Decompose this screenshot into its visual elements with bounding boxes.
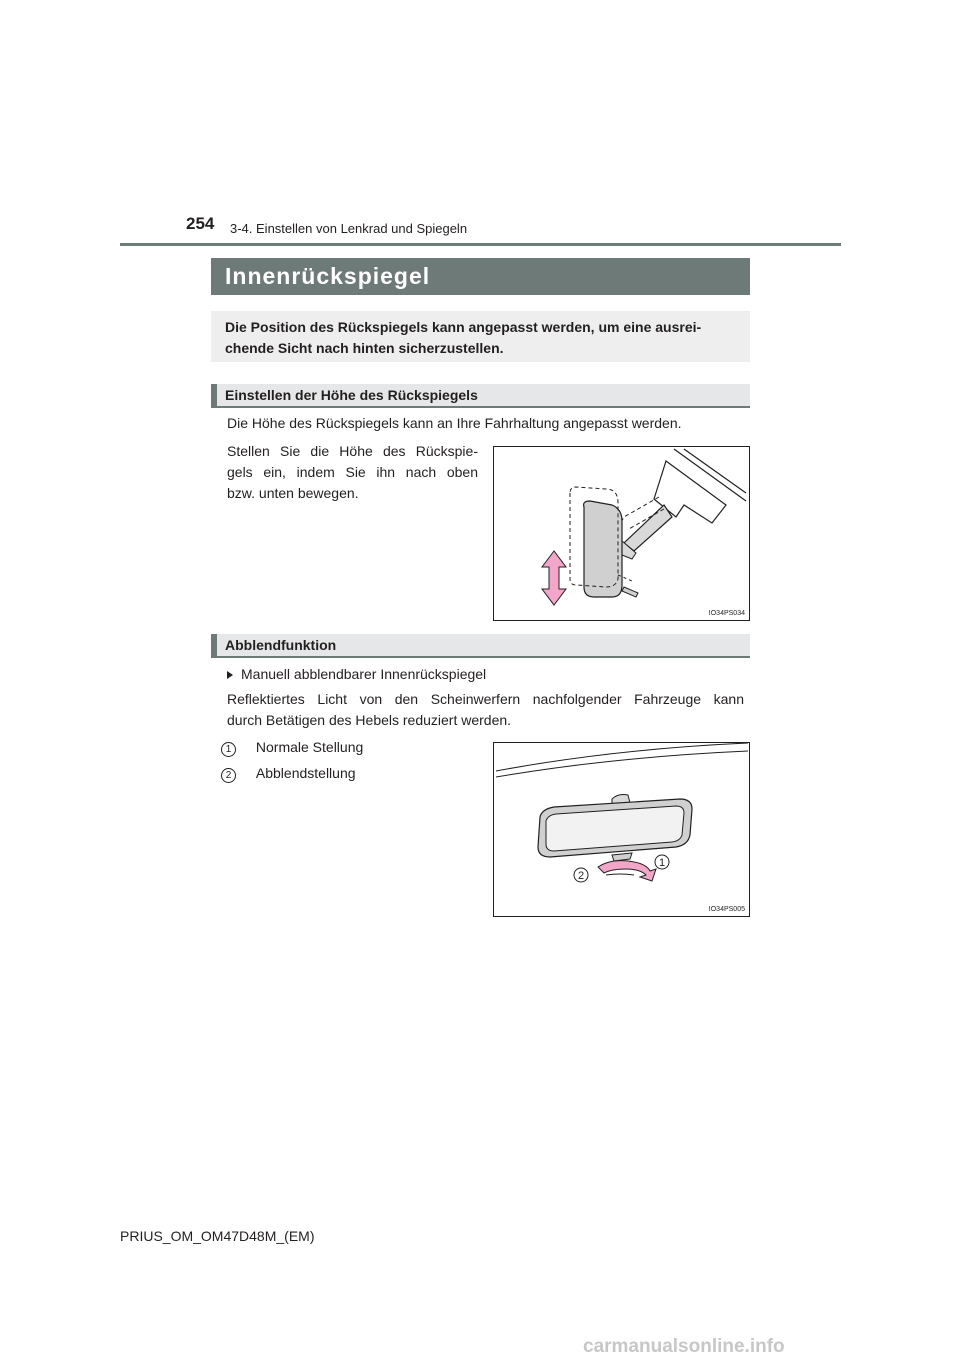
triangle-bullet-icon <box>227 671 233 679</box>
intro-box <box>211 311 750 362</box>
mirror-dimming-illustration <box>494 743 751 918</box>
section2-paragraph <box>227 689 744 731</box>
mirror-lever <box>622 587 638 597</box>
legend-label: Abblendstellung <box>255 765 356 781</box>
running-header: 3-4. Einstellen von Lenkrad und Spiegeln <box>230 221 468 236</box>
figure-mirror-height <box>493 446 750 621</box>
watermark: carmanualsonline.info <box>583 1336 785 1357</box>
section1-side-text <box>227 441 478 504</box>
legend-item-2 <box>221 763 356 784</box>
bullet-text: Manuell abblendbarer Innenrückspiegel <box>241 666 487 682</box>
legend-item-1 <box>221 737 363 758</box>
header-rule <box>120 243 841 246</box>
page-title: Innenrückspiegel <box>211 258 750 295</box>
callout-2: 2 <box>577 870 585 882</box>
side-text-line-3: bzw. unten bewegen. <box>227 485 359 501</box>
figure-mirror-dimming <box>493 742 750 917</box>
side-text-line-1: Stellen Sie die Höhe des Rückspie- <box>227 443 478 459</box>
number-badge: 1 <box>221 742 236 757</box>
mirror-height-illustration <box>494 447 751 622</box>
figure-code: IO34PS034 <box>708 610 745 617</box>
figure-code: IO34PS005 <box>708 906 745 913</box>
paragraph-line-1: Reflektiertes Licht von den Scheinwerfern nachfolgender Fahrzeuge kann <box>227 691 744 707</box>
roof-line <box>496 743 748 771</box>
bullet-item <box>227 664 486 685</box>
mirror-lever <box>612 853 632 861</box>
section-heading-dimming: Abblendfunktion <box>211 634 750 658</box>
callout-1: 1 <box>658 857 666 869</box>
footer-document-code: PRIUS_OM_OM47D48M_(EM) <box>120 1228 315 1244</box>
number-badge: 2 <box>221 768 236 783</box>
mirror-body <box>584 501 622 597</box>
lever-arrow-icon <box>598 861 656 881</box>
intro-line-2: chende Sicht nach hinten sicherzustellen. <box>225 340 504 356</box>
section1-paragraph: Die Höhe des Rückspiegels kann an Ihre Fahrhaltung angepasst werden. <box>227 415 682 431</box>
section-heading-height: Einstellen der Höhe des Rückspiegels <box>211 384 750 408</box>
paragraph-line-2: durch Betätigen des Hebels reduziert werden. <box>227 712 512 728</box>
intro-line-1: Die Position des Rückspiegels kann angepasst werden, um eine ausrei- <box>225 319 702 335</box>
page-number: 254 <box>186 214 215 233</box>
side-text-line-2: gels ein, indem Sie ihn nach oben <box>227 464 478 480</box>
legend-label: Normale Stellung <box>255 739 364 755</box>
up-down-arrow-icon <box>542 551 566 605</box>
